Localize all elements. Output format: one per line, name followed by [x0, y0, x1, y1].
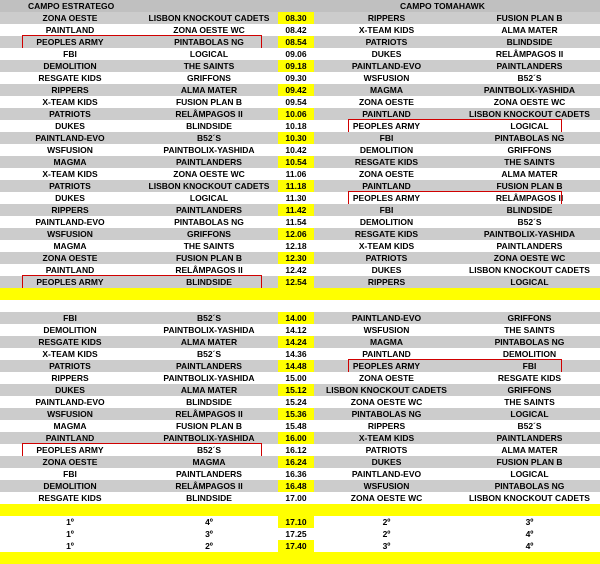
team-left-away: LISBON KNOCKOUT CADETS: [148, 13, 270, 23]
team-left-away: PAINTLANDERS: [176, 469, 242, 479]
match-row: [0, 216, 600, 228]
team-left-away: PINTABOLAS NG: [174, 37, 244, 47]
match-row: [0, 132, 600, 144]
team-left-home: WSFUSION: [47, 409, 93, 419]
team-right-home: PATRIOTS: [365, 253, 408, 263]
match-row: [0, 540, 600, 552]
team-right-away: ALMA MATER: [501, 169, 558, 179]
match-time: 14.24: [278, 336, 314, 348]
team-right-away: LOGICAL: [510, 121, 549, 131]
team-left-away: PAINTBOLIX-YASHIDA: [163, 325, 255, 335]
team-left-home: X-TEAM KIDS: [42, 169, 98, 179]
match-time: 11.54: [285, 217, 307, 227]
team-right-home: RIPPERS: [367, 421, 406, 431]
team-left-away: RELÂMPAGOS II: [175, 265, 243, 275]
team-left-home: RIPPERS: [51, 85, 89, 95]
team-right-away: FUSION PLAN B: [496, 181, 563, 191]
team-right-home: MAGMA: [369, 337, 404, 347]
team-left-home: FBI: [63, 49, 77, 59]
team-right-away: PAINTBOLIX-YASHIDA: [483, 229, 576, 239]
match-row: [0, 120, 600, 132]
match-time: 12.30: [278, 252, 314, 264]
match-time: 17.40: [278, 540, 314, 552]
team-left-home: DUKES: [55, 121, 85, 131]
team-right-away: LOGICAL: [510, 409, 549, 419]
team-left-away: PINTABOLAS NG: [174, 217, 244, 227]
team-left-home: RIPPERS: [51, 373, 89, 383]
team-right-away: GRIFFONS: [507, 313, 552, 323]
team-left-away: PAINTLANDERS: [176, 361, 242, 371]
team-right-away: PINTABOLAS NG: [494, 481, 565, 491]
match-row: [0, 480, 600, 492]
team-right-home: WSFUSION: [363, 481, 410, 491]
team-left-home: ZONA OESTE: [42, 457, 98, 467]
match-row: [0, 348, 600, 360]
team-left-away: B52´S: [196, 313, 222, 323]
match-time: 14.00: [278, 312, 314, 324]
match-row: [0, 396, 600, 408]
team-right-home: DEMOLITION: [359, 145, 414, 155]
team-right-home: PAINTLAND: [362, 181, 411, 191]
team-right-away: PAINTLANDERS: [496, 433, 563, 443]
team-right-away: PINTABOLAS NG: [494, 133, 565, 143]
match-row: [0, 72, 600, 84]
team-right-home: ZONA OESTE: [359, 373, 414, 383]
match-row: [0, 240, 600, 252]
match-row: [0, 144, 600, 156]
team-left-home: RESGATE KIDS: [38, 73, 102, 83]
match-row: [0, 36, 600, 48]
match-row: [0, 360, 600, 372]
team-right-away: RESGATE KIDS: [497, 373, 562, 383]
team-left-home: 1º: [66, 517, 74, 527]
team-right-away: FBI: [522, 361, 537, 371]
team-left-home: DUKES: [55, 193, 85, 203]
match-row: [0, 420, 600, 432]
team-right-home: DEMOLITION: [359, 217, 414, 227]
team-right-home: PAINTLAND-EVO: [351, 469, 422, 479]
match-time: 17.00: [285, 493, 307, 503]
team-left-home: DEMOLITION: [43, 61, 97, 71]
team-left-home: DEMOLITION: [43, 481, 97, 491]
team-left-home: PEOPLES ARMY: [36, 37, 104, 47]
team-left-away: LOGICAL: [189, 193, 229, 203]
team-right-home: PATRIOTS: [365, 445, 408, 455]
team-left-away: MAGMA: [192, 457, 226, 467]
team-right-away: 4º: [525, 529, 534, 539]
match-time: 10.18: [285, 121, 307, 131]
match-time: 10.42: [285, 145, 307, 155]
team-right-home: 2º: [382, 517, 391, 527]
team-right-home: DUKES: [371, 457, 402, 467]
team-left-away: BLINDSIDE: [186, 277, 232, 287]
team-right-away: LOGICAL: [510, 277, 549, 287]
team-left-away: RELÂMPAGOS II: [175, 109, 243, 119]
team-right-away: BLINDSIDE: [506, 205, 553, 215]
match-time: 16.00: [278, 432, 314, 444]
team-left-home: PATRIOTS: [49, 361, 91, 371]
match-time: 09.06: [285, 49, 307, 59]
match-time: 15.12: [278, 384, 314, 396]
match-row: [0, 264, 600, 276]
match-time: 16.24: [278, 456, 314, 468]
team-left-away: BLINDSIDE: [186, 397, 232, 407]
match-time: 11.30: [285, 193, 307, 203]
team-right-home: PAINTLAND: [362, 349, 411, 359]
team-right-away: FUSION PLAN B: [496, 457, 563, 467]
team-left-away: B52´S: [196, 349, 222, 359]
team-right-away: ALMA MATER: [501, 445, 558, 455]
match-time: 11.18: [278, 180, 314, 192]
team-left-home: RESGATE KIDS: [38, 493, 102, 503]
team-left-away: PAINTLANDERS: [176, 205, 242, 215]
team-right-home: MAGMA: [369, 85, 404, 95]
match-row: [0, 96, 600, 108]
match-row: [0, 228, 600, 240]
match-time: 11.06: [285, 169, 307, 179]
team-right-home: PAINTLAND: [362, 109, 411, 119]
team-right-away: LISBON KNOCKOUT CADETS: [469, 493, 590, 503]
match-row: [0, 180, 600, 192]
match-time: 14.12: [285, 325, 307, 335]
match-row: [0, 468, 600, 480]
match-time: 17.10: [278, 516, 314, 528]
team-left-away: THE SAINTS: [183, 61, 235, 71]
team-right-home: X-TEAM KIDS: [358, 25, 415, 35]
match-row: [0, 372, 600, 384]
team-right-home: X-TEAM KIDS: [358, 241, 415, 251]
team-right-away: PAINTLANDERS: [496, 61, 563, 71]
team-left-away: 4º: [205, 517, 213, 527]
team-left-away: BLINDSIDE: [186, 493, 232, 503]
team-left-away: LOGICAL: [189, 49, 229, 59]
team-right-home: DUKES: [371, 49, 402, 59]
team-left-home: ZONA OESTE: [42, 13, 98, 23]
team-left-away: RELÂMPAGOS II: [175, 409, 243, 419]
match-time: 08.30: [278, 12, 314, 24]
team-left-away: ALMA MATER: [180, 337, 238, 347]
match-row: [0, 60, 600, 72]
team-left-home: PAINTLAND: [45, 265, 95, 275]
team-left-home: FBI: [63, 313, 77, 323]
team-left-home: RIPPERS: [51, 205, 89, 215]
team-left-home: X-TEAM KIDS: [42, 349, 98, 359]
team-left-home: DEMOLITION: [43, 325, 97, 335]
match-row: [0, 204, 600, 216]
match-row: [0, 516, 600, 528]
team-left-home: WSFUSION: [47, 229, 93, 239]
team-right-home: FBI: [379, 133, 394, 143]
match-row: [0, 432, 600, 444]
match-row: [0, 492, 600, 504]
team-left-home: 1º: [66, 529, 74, 539]
team-left-away: LISBON KNOCKOUT CADETS: [148, 181, 270, 191]
match-time: 15.00: [285, 373, 307, 383]
team-right-away: RELÂMPAGOS II: [495, 49, 564, 59]
match-time: 10.54: [278, 156, 314, 168]
match-time: 09.54: [285, 97, 307, 107]
team-left-away: ZONA OESTE WC: [173, 169, 245, 179]
match-time: 12.42: [285, 265, 307, 275]
match-row: [0, 336, 600, 348]
team-left-away: B52´S: [196, 133, 222, 143]
team-right-away: B52´S: [517, 73, 542, 83]
team-left-away: GRIFFONS: [187, 73, 231, 83]
team-left-home: RESGATE KIDS: [38, 337, 102, 347]
team-right-home: PEOPLES ARMY: [352, 361, 421, 371]
team-left-home: MAGMA: [53, 421, 87, 431]
blank-row: [0, 300, 600, 312]
team-right-away: RELÂMPAGOS II: [495, 193, 564, 203]
team-right-away: THE SAINTS: [504, 397, 555, 407]
match-row: [0, 12, 600, 24]
match-time: 15.36: [278, 408, 314, 420]
team-left-away: PAINTBOLIX-YASHIDA: [163, 373, 255, 383]
team-left-away: GRIFFONS: [187, 229, 231, 239]
team-left-home: PAINTLAND-EVO: [35, 133, 105, 143]
match-time: 16.12: [285, 445, 307, 455]
match-time: 12.18: [285, 241, 307, 251]
field-header-right: CAMPO TOMAHAWK: [400, 1, 485, 11]
match-time: 10.30: [278, 132, 314, 144]
team-right-away: PINTABOLAS NG: [494, 337, 565, 347]
match-row: [0, 252, 600, 264]
match-time: 15.48: [285, 421, 307, 431]
match-time: 17.25: [285, 529, 307, 539]
team-right-away: BLINDSIDE: [506, 37, 553, 47]
match-time: 15.24: [285, 397, 307, 407]
separator-row: [0, 504, 600, 516]
team-right-home: PEOPLES ARMY: [352, 121, 421, 131]
team-left-away: PAINTBOLIX-YASHIDA: [163, 145, 255, 155]
team-left-home: PAINTLAND: [45, 25, 95, 35]
separator-row: [0, 552, 600, 564]
match-row: [0, 408, 600, 420]
team-left-away: 2º: [205, 541, 213, 551]
team-right-home: PAINTLAND-EVO: [351, 61, 422, 71]
team-right-away: LISBON KNOCKOUT CADETS: [469, 265, 590, 275]
match-row: [0, 384, 600, 396]
team-right-home: RIPPERS: [367, 13, 406, 23]
team-right-home: FBI: [379, 205, 394, 215]
team-left-home: FBI: [63, 469, 77, 479]
team-right-home: PAINTLAND-EVO: [351, 313, 422, 323]
match-time: 14.36: [285, 349, 307, 359]
match-time: 09.30: [285, 73, 307, 83]
match-time: 12.54: [278, 276, 314, 288]
match-row: [0, 192, 600, 204]
match-row: [0, 84, 600, 96]
team-right-home: PATRIOTS: [365, 37, 408, 47]
match-time: 08.54: [278, 36, 314, 48]
team-right-away: B52´S: [517, 421, 542, 431]
team-right-home: 3º: [382, 541, 391, 551]
team-left-away: PAINTLANDERS: [176, 157, 242, 167]
team-right-away: THE SAINTS: [504, 325, 555, 335]
team-left-home: MAGMA: [53, 157, 87, 167]
team-right-home: 2º: [382, 529, 391, 539]
team-right-home: PINTABOLAS NG: [351, 409, 422, 419]
team-right-away: THE SAINTS: [504, 157, 555, 167]
team-right-away: LOGICAL: [510, 469, 549, 479]
match-time: 16.48: [278, 480, 314, 492]
team-left-home: PAINTLAND-EVO: [35, 397, 105, 407]
match-time: 11.42: [278, 204, 314, 216]
match-time: 09.42: [278, 84, 314, 96]
team-right-home: ZONA OESTE WC: [350, 493, 423, 503]
match-row: [0, 456, 600, 468]
team-left-home: 1º: [66, 541, 74, 551]
team-right-home: LISBON KNOCKOUT CADETS: [326, 385, 447, 395]
team-left-away: FUSION PLAN B: [175, 421, 243, 431]
team-left-away: THE SAINTS: [183, 241, 235, 251]
match-time: 08.42: [285, 25, 307, 35]
team-right-home: DUKES: [371, 265, 402, 275]
separator-row: [0, 288, 600, 300]
team-left-home: DUKES: [55, 385, 85, 395]
team-left-away: FUSION PLAN B: [175, 97, 243, 107]
team-right-away: LISBON KNOCKOUT CADETS: [469, 109, 590, 119]
team-right-away: 4º: [525, 541, 534, 551]
team-right-home: WSFUSION: [363, 73, 410, 83]
match-row: [0, 528, 600, 540]
team-left-away: RELÂMPAGOS II: [175, 481, 243, 491]
header-row: [0, 0, 600, 12]
team-left-home: WSFUSION: [47, 145, 93, 155]
field-header-left: CAMPO ESTRATEGO: [28, 1, 115, 11]
team-right-home: RESGATE KIDS: [354, 229, 419, 239]
team-right-away: FUSION PLAN B: [496, 13, 563, 23]
team-left-away: ALMA MATER: [180, 85, 238, 95]
match-row: [0, 312, 600, 324]
team-right-home: ZONA OESTE: [359, 169, 414, 179]
team-left-home: PAINTLAND: [45, 433, 95, 443]
match-row: [0, 324, 600, 336]
match-row: [0, 48, 600, 60]
team-left-away: B52´S: [196, 445, 222, 455]
team-left-home: X-TEAM KIDS: [42, 97, 98, 107]
team-left-away: ALMA MATER: [180, 385, 238, 395]
team-left-away: 3º: [205, 529, 213, 539]
team-right-home: ZONA OESTE WC: [350, 397, 423, 407]
match-row: [0, 156, 600, 168]
match-time: 14.48: [278, 360, 314, 372]
match-row: [0, 276, 600, 288]
team-left-home: PATRIOTS: [49, 181, 91, 191]
match-time: 10.06: [278, 108, 314, 120]
team-left-away: ZONA OESTE WC: [173, 25, 245, 35]
team-left-away: BLINDSIDE: [186, 121, 232, 131]
team-right-home: RESGATE KIDS: [354, 157, 419, 167]
team-right-home: RIPPERS: [367, 277, 406, 287]
team-right-away: PAINTBOLIX-YASHIDA: [483, 85, 576, 95]
team-right-away: DEMOLITION: [502, 349, 557, 359]
team-right-away: ALMA MATER: [501, 25, 558, 35]
team-left-away: PAINTBOLIX-YASHIDA: [163, 433, 255, 443]
team-left-home: PATRIOTS: [49, 109, 91, 119]
match-row: [0, 24, 600, 36]
team-left-home: MAGMA: [53, 241, 87, 251]
team-left-home: PAINTLAND-EVO: [35, 217, 105, 227]
match-time: 12.06: [278, 228, 314, 240]
team-left-away: FUSION PLAN B: [175, 253, 243, 263]
team-left-home: PEOPLES ARMY: [36, 445, 104, 455]
team-left-home: ZONA OESTE: [42, 253, 98, 263]
team-right-home: WSFUSION: [363, 325, 410, 335]
team-right-away: ZONA OESTE WC: [493, 97, 566, 107]
match-row: [0, 444, 600, 456]
team-right-away: GRIFFONS: [507, 145, 552, 155]
team-right-away: ZONA OESTE WC: [493, 253, 566, 263]
team-right-away: GRIFFONS: [507, 385, 552, 395]
team-right-home: PEOPLES ARMY: [352, 193, 421, 203]
team-right-home: ZONA OESTE: [359, 97, 414, 107]
match-time: 09.18: [278, 60, 314, 72]
team-left-home: PEOPLES ARMY: [36, 277, 104, 287]
team-right-home: X-TEAM KIDS: [358, 433, 415, 443]
team-right-away: B52´S: [517, 217, 542, 227]
team-right-away: 3º: [525, 517, 534, 527]
match-row: [0, 168, 600, 180]
match-time: 16.36: [285, 469, 307, 479]
team-right-away: PAINTLANDERS: [496, 241, 563, 251]
match-row: [0, 108, 600, 120]
